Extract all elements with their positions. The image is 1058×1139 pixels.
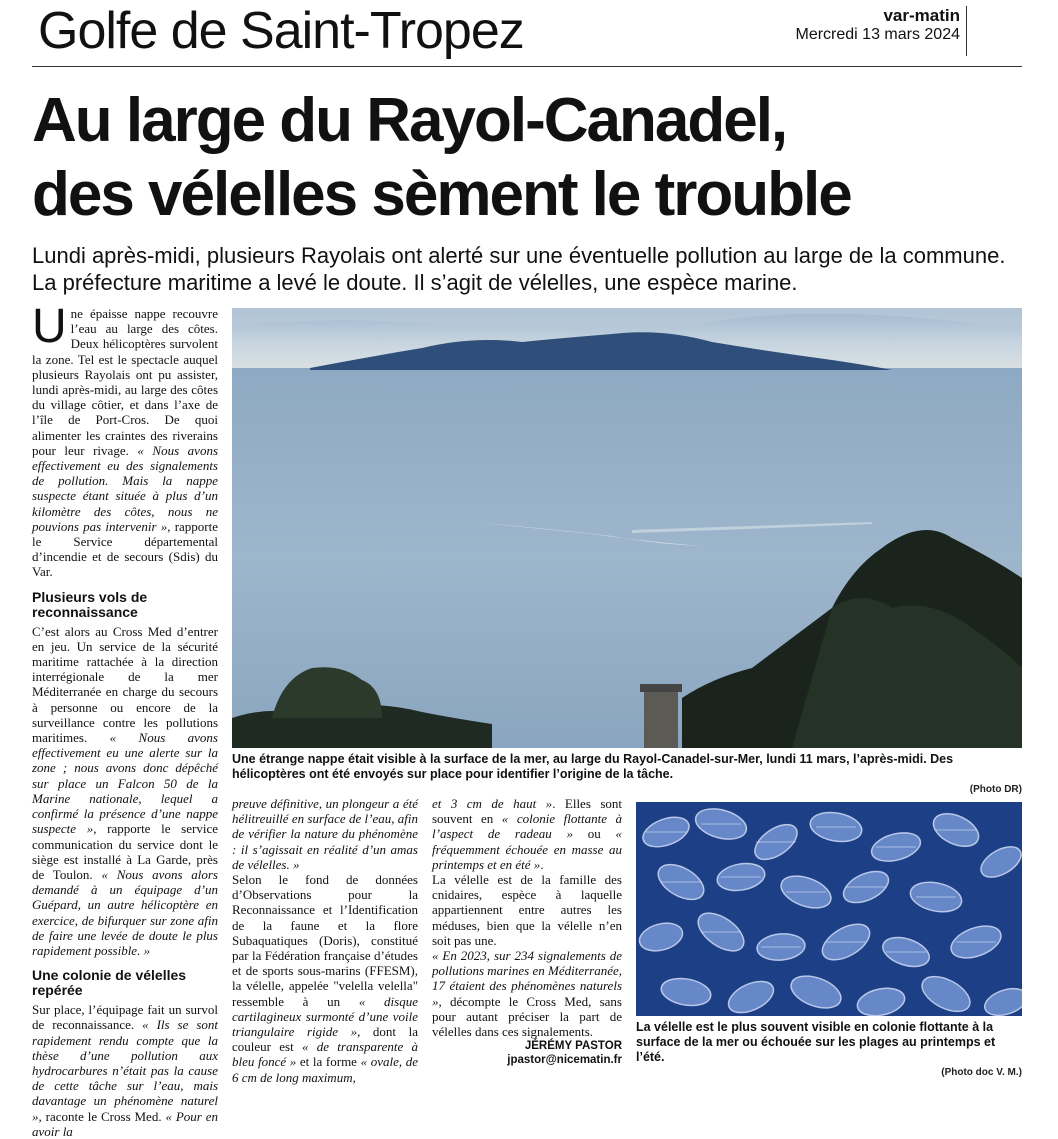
photo-caption-1-text: Une étrange nappe était visible à la surface de la mer, au large du Rayol-Canadel-sur-Mer, lundi 11 mars, l’après-midi. Des hélicoptères ont été envoyés sur place pour identifier l’origine de la tâche. xyxy=(232,752,954,781)
velella-photo xyxy=(636,802,1022,1016)
headline xyxy=(32,84,1032,232)
author-email[interactable]: jpastor@nicematin.fr xyxy=(507,1054,622,1067)
paragraph-8: « En 2023, sur 234 signalements de pollutions marines en Méditerranée, 17 étaient des phénomènes naturels », décompte le Cross Med, sans pour autant préciser la part de vélelles dans ces signalements. xyxy=(432,948,622,1040)
section-title: Golfe de Saint-Tropez xyxy=(38,2,524,60)
author-name: JÉRÉMY PASTOR xyxy=(524,1040,622,1053)
issue-date: Mercredi 13 mars 2024 xyxy=(795,26,960,43)
article-column-3 xyxy=(432,796,622,1067)
headline-line-1: Au large du Rayol-Canadel, xyxy=(32,86,787,155)
paragraph-5: Selon le fond de données d’Observations pour la Reconnaissance et l’Identification de la faune et la flore Subaquatiques (Doris), constitué par la Fédération française d’études et de sports sous-marins (FFESM), la vélelle, appelée "velella velella" ressemble à un « disque cartilagineux surmonté d’une voile triangulaire rigide », dont la couleur est « de transparente à bleu foncé » et la forme « ovale, de 6 cm de long maximum, xyxy=(232,872,419,1085)
paragraph-2: C’est alors au Cross Med d’entrer en jeu. Un service de la sécurité maritime rattachée à la direction interrégionale de la mer Méditerranée en charge du secours à personne ou encore de la surveillance contre les pollutions maritimes. « Nous avons effectivement eu une alerte sur la zone ; nous avons donc dépêché sur place un Falcon 50 de la Marine nationale, lequel a confirmé la présence d’une nappe suspecte », rapporte le service communication du service dont le siège est installé à La Garde, près de Toulon. « Nous avons alors demandé à un équipage d’un Guépard, un autre hélicoptère en exercice, de bifurquer sur zone afin de faire une levée de doute le plus rapidement possible. » xyxy=(32,623,218,958)
header-divider xyxy=(966,6,967,56)
lede: Lundi après-midi, plusieurs Rayolais ont alerté sur une éventuelle pollution au large de la commune. La préfecture maritime a levé le doute. Il s’agit de vélelles, une espèce marine. xyxy=(32,243,1006,295)
photo-caption-1 xyxy=(232,752,1022,797)
photo-caption-2-text: La vélelle est le plus souvent visible en colonie flottante à la surface de la mer ou échouée sur les plages au printemps et l’été. xyxy=(636,1020,996,1064)
article-column-2 xyxy=(232,796,418,1085)
sea-photo-illustration xyxy=(232,308,1022,748)
headline-line-2: des vélelles sèment le trouble xyxy=(32,160,851,229)
header-rule xyxy=(32,66,1022,67)
paragraph-6: et 3 cm de haut ». Elles sont souvent en « colonie flottante à l’aspect de radeau » ou « fréquemment échouée en masse au printemps et en été ». xyxy=(432,796,623,872)
paragraph-1: Une épaisse nappe recouvre l’eau au large des côtes. Deux hélicoptères survolent la zone. Tel est le spectacle auquel plusieurs Rayolais ont pu assister, lundi après-midi, au large des côtes du village côtier, et dans l’axe de l’île de Port-Cros. De quoi alimenter les craintes des riverains pour leur rivage. « Nous avons effectivement eu des signalements de pollution. Mais la nappe suspecte étant située à plus d’un kilomètre des côtes, nous ne pouvions pas intervenir », rapporte le Service départemental d’incendie et de secours (Sdis) du Var. xyxy=(32,300,219,580)
photo-credit-2: (Photo doc V. M.) xyxy=(941,1067,1022,1078)
velella-photo-illustration xyxy=(636,802,1022,1016)
subheading-1: Plusieurs vols de reconnaissance xyxy=(32,588,148,620)
drop-cap: U xyxy=(32,300,67,353)
paragraph-3: Sur place, l’équipage fait un survol de reconnaissance. « Ils se sont rapidement rendu compte que la thèse d’une pollution aux hydrocarbures n’était pas la cause de cette tâche sur l’eau, mais davantage un phénomène naturel », raconte le Cross Med. « Pour en avoir la xyxy=(32,1002,219,1139)
sea-photo xyxy=(232,308,1022,748)
subheading-2: Une colonie de vélelles repérée xyxy=(32,967,187,999)
paragraph-4: preuve définitive, un plongeur a été hélitreuillé en surface de l’eau, afin de vérifier la nature du phénomène : il s’agissait en réalité d’un amas de vélelles. » xyxy=(232,796,418,872)
photo-caption-2 xyxy=(636,1020,1022,1080)
paragraph-7: La vélelle est de la famille des cnidaires, espèce à laquelle appartiennent entre autres les méduses, bien que la vélelle n’en soit pas une. xyxy=(432,872,622,948)
newspaper-name: var-matin xyxy=(883,6,960,25)
article-column-1 xyxy=(32,300,219,1139)
photo-credit-1: (Photo DR) xyxy=(969,784,1022,795)
